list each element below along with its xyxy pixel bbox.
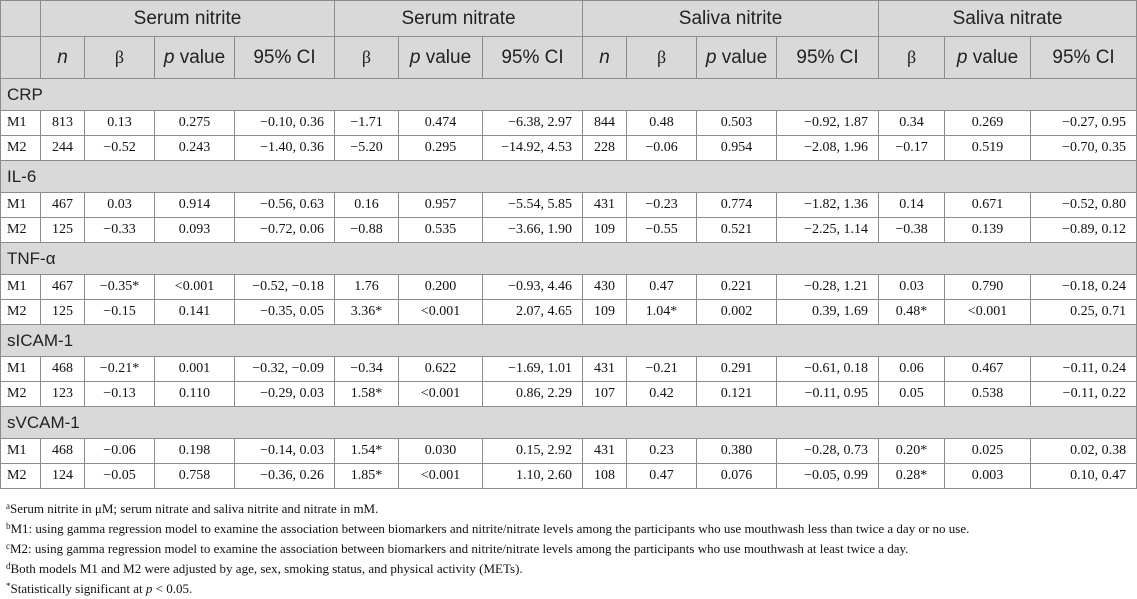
footnote-mark: d — [6, 561, 11, 571]
table-cell: −0.15 — [85, 300, 155, 325]
subheader-p-value-saliva-nitrate — [945, 37, 1031, 79]
table-cell: 0.275 — [155, 111, 235, 136]
model-label: M2 — [1, 300, 41, 325]
footnote-text: Both models M1 and M2 were adjusted by age, sex, smoking status, and physical activity (METs). — [10, 561, 523, 576]
table-cell: 1.58* — [335, 382, 399, 407]
table-cell: −0.56, 0.63 — [235, 193, 335, 218]
table-row — [1, 300, 1137, 325]
subheader-p-value-serum-nitrate — [399, 37, 483, 79]
table-cell: 0.139 — [945, 218, 1031, 243]
table-cell: 0.521 — [697, 218, 777, 243]
table-row — [1, 111, 1137, 136]
table-row — [1, 193, 1137, 218]
table-cell: 109 — [583, 300, 627, 325]
table-cell: 0.467 — [945, 357, 1031, 382]
group-header-saliva-nitrite: Saliva nitrite — [583, 1, 879, 37]
model-label: M1 — [1, 111, 41, 136]
table-cell: −14.92, 4.53 — [483, 136, 583, 161]
table-cell: 0.758 — [155, 464, 235, 489]
table-cell: 0.14 — [879, 193, 945, 218]
table-cell: 0.269 — [945, 111, 1031, 136]
section-row — [1, 407, 1137, 439]
subheader-ci-saliva-nitrite — [777, 37, 879, 79]
subheader-row — [1, 37, 1137, 79]
table-cell: 3.36* — [335, 300, 399, 325]
table-cell: 0.503 — [697, 111, 777, 136]
table-cell: 124 — [41, 464, 85, 489]
footnote-p-symbol: p — [145, 581, 153, 596]
table-cell: 0.003 — [945, 464, 1031, 489]
subheader-p-value-saliva-nitrite — [697, 37, 777, 79]
table-cell: 0.519 — [945, 136, 1031, 161]
corner-cell — [1, 37, 41, 79]
table-cell: 125 — [41, 218, 85, 243]
table-cell: 0.28* — [879, 464, 945, 489]
table-cell: <0.001 — [945, 300, 1031, 325]
table-cell: 244 — [41, 136, 85, 161]
table-cell: 0.221 — [697, 275, 777, 300]
section-title: IL-6 — [1, 161, 1137, 193]
table-cell: −0.72, 0.06 — [235, 218, 335, 243]
table-cell: −0.34 — [335, 357, 399, 382]
table-cell: 0.10, 0.47 — [1031, 464, 1137, 489]
table-cell: 431 — [583, 357, 627, 382]
table-cell: 0.16 — [335, 193, 399, 218]
section-title: sICAM-1 — [1, 325, 1137, 357]
section-title: sVCAM-1 — [1, 407, 1137, 439]
table-cell: 844 — [583, 111, 627, 136]
footnote-text: M1: using gamma regression model to examine the association between biomarkers and nitrite/nitrate levels among the participants who use mouthwash less than twice a day or no use. — [10, 521, 970, 536]
subheader-p-symbol: p — [409, 46, 421, 68]
table-row — [1, 357, 1137, 382]
table-cell: 0.86, 2.29 — [483, 382, 583, 407]
table-cell: 0.25, 0.71 — [1031, 300, 1137, 325]
footnote-mark: * — [6, 581, 11, 591]
table-cell: 0.200 — [399, 275, 483, 300]
section-title: CRP — [1, 79, 1137, 111]
table-cell: <0.001 — [399, 382, 483, 407]
table-cell: 467 — [41, 193, 85, 218]
subheader-p-symbol: p — [163, 46, 175, 68]
subheader-ci-label: 95% CI — [796, 46, 859, 68]
table-cell: 0.34 — [879, 111, 945, 136]
table-cell: −0.38 — [879, 218, 945, 243]
model-label: M2 — [1, 218, 41, 243]
table-cell: 0.957 — [399, 193, 483, 218]
model-label: M2 — [1, 464, 41, 489]
model-label: M1 — [1, 193, 41, 218]
table-cell: 0.538 — [945, 382, 1031, 407]
table-cell: −6.38, 2.97 — [483, 111, 583, 136]
table-cell: 0.47 — [627, 464, 697, 489]
table-cell: −0.35, 0.05 — [235, 300, 335, 325]
table-cell: −0.28, 1.21 — [777, 275, 879, 300]
table-cell: −0.52 — [85, 136, 155, 161]
table-cell: 0.198 — [155, 439, 235, 464]
table-row — [1, 218, 1137, 243]
table-cell: 1.54* — [335, 439, 399, 464]
subheader-beta-saliva-nitrate — [879, 37, 945, 79]
table-cell: 431 — [583, 193, 627, 218]
table-cell: −0.21* — [85, 357, 155, 382]
table-body — [1, 79, 1137, 489]
table-cell: −0.23 — [627, 193, 697, 218]
table-cell: 468 — [41, 357, 85, 382]
table-cell: 0.076 — [697, 464, 777, 489]
subheader-beta-label: β — [656, 46, 667, 67]
table-cell: 109 — [583, 218, 627, 243]
table-cell: 0.06 — [879, 357, 945, 382]
table-cell: −5.20 — [335, 136, 399, 161]
table-cell: 0.671 — [945, 193, 1031, 218]
group-header-serum-nitrite: Serum nitrite — [41, 1, 335, 37]
table-cell: −0.06 — [627, 136, 697, 161]
footnote-mark: a — [6, 501, 10, 511]
table-cell: 0.030 — [399, 439, 483, 464]
table-row — [1, 464, 1137, 489]
table-cell: 0.001 — [155, 357, 235, 382]
footnote-b — [6, 519, 1116, 539]
table-cell: 0.774 — [697, 193, 777, 218]
group-header-saliva-nitrate: Saliva nitrate — [879, 1, 1137, 37]
subheader-value-label: value — [420, 46, 472, 68]
table-cell: 0.141 — [155, 300, 235, 325]
footnotes — [0, 489, 1116, 599]
table-cell: −2.25, 1.14 — [777, 218, 879, 243]
table-cell: 0.243 — [155, 136, 235, 161]
table-cell: 0.47 — [627, 275, 697, 300]
table-cell: −2.08, 1.96 — [777, 136, 879, 161]
subheader-value-label: value — [174, 46, 226, 68]
table-cell: 431 — [583, 439, 627, 464]
table-cell: 108 — [583, 464, 627, 489]
model-label: M1 — [1, 357, 41, 382]
table-cell: 2.07, 4.65 — [483, 300, 583, 325]
section-row — [1, 325, 1137, 357]
subheader-n-saliva-nitrite — [583, 37, 627, 79]
table-row — [1, 382, 1137, 407]
table-cell: 1.76 — [335, 275, 399, 300]
table-cell: 228 — [583, 136, 627, 161]
footnote-mark: c — [6, 541, 10, 551]
table-cell: −1.40, 0.36 — [235, 136, 335, 161]
footnote-a — [6, 499, 1116, 519]
subheader-ci-label: 95% CI — [253, 46, 316, 68]
subheader-ci-serum-nitrate — [483, 37, 583, 79]
table-cell: 0.23 — [627, 439, 697, 464]
table-cell: 0.15, 2.92 — [483, 439, 583, 464]
subheader-ci-saliva-nitrate — [1031, 37, 1137, 79]
table-cell: 0.002 — [697, 300, 777, 325]
section-row — [1, 161, 1137, 193]
footnote-mark: b — [6, 521, 11, 531]
footnote-c — [6, 539, 1116, 559]
model-label: M1 — [1, 275, 41, 300]
table-cell: 0.291 — [697, 357, 777, 382]
table-cell: −0.28, 0.73 — [777, 439, 879, 464]
table-cell: −0.55 — [627, 218, 697, 243]
subheader-value-label: value — [716, 46, 768, 68]
table-cell: 1.85* — [335, 464, 399, 489]
group-header-serum-nitrate: Serum nitrate — [335, 1, 583, 37]
table-cell: −0.11, 0.95 — [777, 382, 879, 407]
table-cell: −0.05, 0.99 — [777, 464, 879, 489]
table-row — [1, 136, 1137, 161]
footnote-text: M2: using gamma regression model to examine the association between biomarkers and nitrite/nitrate levels among the participants who use mouthwash at least twice a day. — [10, 541, 909, 556]
subheader-value-label: value — [967, 46, 1019, 68]
table-cell: −0.11, 0.22 — [1031, 382, 1137, 407]
subheader-beta-label: β — [114, 46, 125, 67]
table-cell: 123 — [41, 382, 85, 407]
table-cell: −0.33 — [85, 218, 155, 243]
table-cell: <0.001 — [399, 464, 483, 489]
subheader-ci-label: 95% CI — [501, 46, 564, 68]
table-cell: 1.10, 2.60 — [483, 464, 583, 489]
table-cell: −0.61, 0.18 — [777, 357, 879, 382]
table-cell: −0.70, 0.35 — [1031, 136, 1137, 161]
table-cell: 0.48 — [627, 111, 697, 136]
footnote-d — [6, 559, 1116, 579]
table-cell: 0.914 — [155, 193, 235, 218]
table-cell: −0.27, 0.95 — [1031, 111, 1137, 136]
table-cell: <0.001 — [155, 275, 235, 300]
table-row — [1, 439, 1137, 464]
table-cell: −1.71 — [335, 111, 399, 136]
table-cell: 0.790 — [945, 275, 1031, 300]
table-cell: −0.35* — [85, 275, 155, 300]
table-cell: 0.02, 0.38 — [1031, 439, 1137, 464]
table-cell: 0.13 — [85, 111, 155, 136]
corner-cell — [1, 1, 41, 37]
table-cell: −0.14, 0.03 — [235, 439, 335, 464]
table-cell: −0.10, 0.36 — [235, 111, 335, 136]
table-cell: 0.535 — [399, 218, 483, 243]
table-cell: −0.06 — [85, 439, 155, 464]
footnote-text: < 0.05. — [152, 581, 193, 596]
table-row — [1, 275, 1137, 300]
table-cell: 0.622 — [399, 357, 483, 382]
table-cell: −3.66, 1.90 — [483, 218, 583, 243]
table-cell: 0.20* — [879, 439, 945, 464]
subheader-beta-serum-nitrite — [85, 37, 155, 79]
subheader-beta-label: β — [361, 46, 372, 67]
subheader-p-value-serum-nitrite — [155, 37, 235, 79]
table-cell: −0.29, 0.03 — [235, 382, 335, 407]
table-cell: 0.380 — [697, 439, 777, 464]
table-cell: 1.04* — [627, 300, 697, 325]
table-cell: 0.42 — [627, 382, 697, 407]
table-cell: 125 — [41, 300, 85, 325]
table-cell: −0.89, 0.12 — [1031, 218, 1137, 243]
footnote-text: Serum nitrite in μM; serum nitrate and saliva nitrite and nitrate in mM. — [10, 501, 379, 516]
table-cell: −1.69, 1.01 — [483, 357, 583, 382]
table-cell: 0.05 — [879, 382, 945, 407]
subheader-beta-saliva-nitrite — [627, 37, 697, 79]
footnote-significance — [6, 579, 1116, 599]
table-cell: 430 — [583, 275, 627, 300]
table-cell: −1.82, 1.36 — [777, 193, 879, 218]
subheader-n-label: n — [599, 46, 610, 68]
table-cell: 0.474 — [399, 111, 483, 136]
table-cell: 467 — [41, 275, 85, 300]
subheader-n-label: n — [57, 46, 68, 68]
table-cell: 0.39, 1.69 — [777, 300, 879, 325]
table-cell: −0.52, −0.18 — [235, 275, 335, 300]
subheader-p-symbol: p — [705, 46, 717, 68]
subheader-ci-serum-nitrite — [235, 37, 335, 79]
model-label: M2 — [1, 136, 41, 161]
table-cell: −5.54, 5.85 — [483, 193, 583, 218]
subheader-ci-label: 95% CI — [1052, 46, 1115, 68]
subheader-n-serum-nitrite — [41, 37, 85, 79]
table-cell: −0.05 — [85, 464, 155, 489]
table-cell: 107 — [583, 382, 627, 407]
table-cell: −0.36, 0.26 — [235, 464, 335, 489]
table-cell: 0.03 — [85, 193, 155, 218]
table-cell: −0.52, 0.80 — [1031, 193, 1137, 218]
table-cell: −0.32, −0.09 — [235, 357, 335, 382]
table-cell: 0.121 — [697, 382, 777, 407]
model-label: M2 — [1, 382, 41, 407]
table-cell: −0.11, 0.24 — [1031, 357, 1137, 382]
section-row — [1, 243, 1137, 275]
table-cell: <0.001 — [399, 300, 483, 325]
table-cell: −0.21 — [627, 357, 697, 382]
table-cell: −0.92, 1.87 — [777, 111, 879, 136]
table-cell: 0.954 — [697, 136, 777, 161]
table-cell: 0.093 — [155, 218, 235, 243]
table-cell: 468 — [41, 439, 85, 464]
table-cell: −0.93, 4.46 — [483, 275, 583, 300]
section-row — [1, 79, 1137, 111]
subheader-beta-serum-nitrate — [335, 37, 399, 79]
table-cell: 0.03 — [879, 275, 945, 300]
section-title: TNF-α — [1, 243, 1137, 275]
subheader-beta-label: β — [906, 46, 917, 67]
table-cell: 0.025 — [945, 439, 1031, 464]
table-cell: −0.18, 0.24 — [1031, 275, 1137, 300]
table-cell: −0.13 — [85, 382, 155, 407]
table-cell: 0.110 — [155, 382, 235, 407]
table-cell: −0.88 — [335, 218, 399, 243]
table-cell: 0.295 — [399, 136, 483, 161]
footnote-text: Statistically significant at — [10, 581, 146, 596]
table-cell: 813 — [41, 111, 85, 136]
subheader-p-symbol: p — [956, 46, 968, 68]
model-label: M1 — [1, 439, 41, 464]
table-cell: 0.48* — [879, 300, 945, 325]
table-cell: −0.17 — [879, 136, 945, 161]
